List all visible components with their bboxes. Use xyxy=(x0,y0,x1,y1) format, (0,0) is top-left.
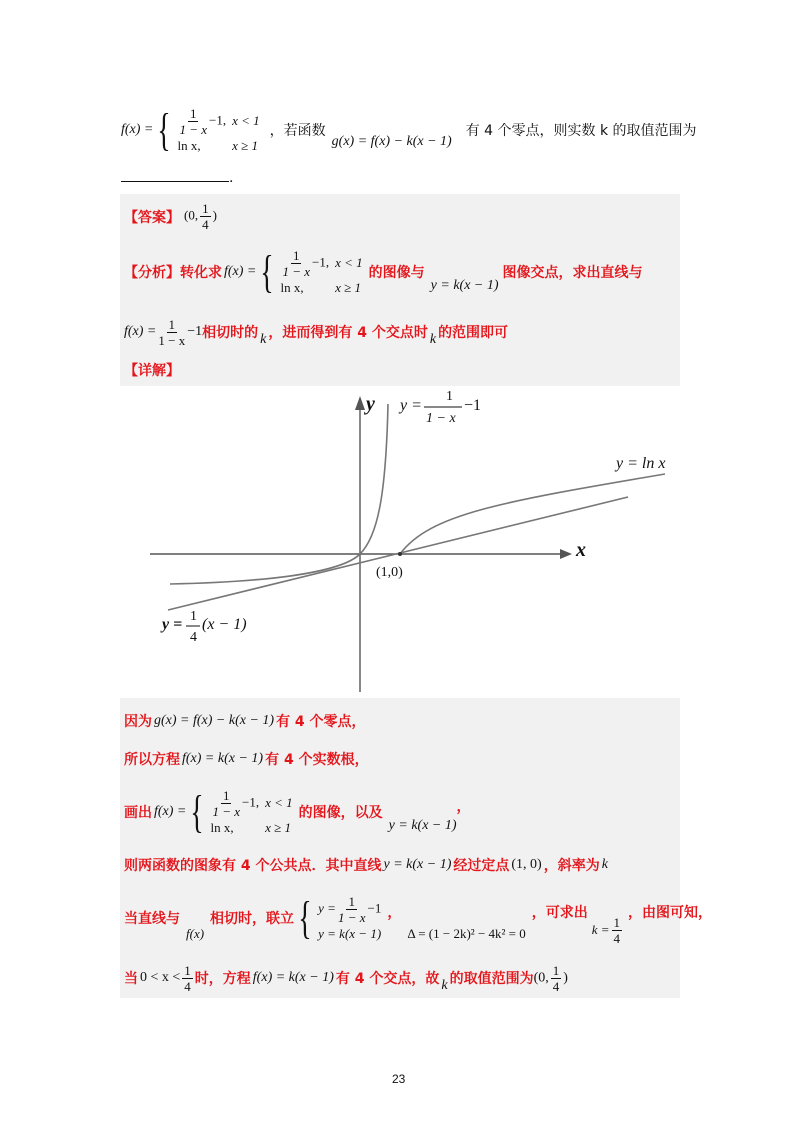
point-label: (1,0) xyxy=(376,565,403,580)
svg-text:1: 1 xyxy=(446,389,453,404)
final-answer: (0, $\frac{1}{4}$ ) xyxy=(533,962,568,994)
x-axis-label: x xyxy=(576,539,586,561)
reciprocal-label xyxy=(398,389,481,426)
answer-value: (0, $\frac{1}{4}$ ) xyxy=(184,201,217,232)
function-graph xyxy=(140,384,680,694)
svg-text:−1: −1 xyxy=(464,397,482,414)
detail-tag: 【详解】 xyxy=(124,363,180,379)
solution-line-3: 画出 f(x) = { $\frac{1}{1 - x}$ −1, x < 1 ln x, x ≥ 1 的图像，以及 y = k(x − 1) ， xyxy=(124,786,471,837)
curve-reciprocal xyxy=(170,404,388,584)
solution-line-1: 因为 g(x) = f(x) − k(x − 1) 有 4 个零点， xyxy=(124,713,366,730)
analysis-piecewise: { $\frac{1}{1 - x}$ −1, x < 1 ln x, x ≥ 1 xyxy=(260,246,363,297)
tangent-label xyxy=(160,609,247,645)
answer-tag: 【答案】 xyxy=(124,209,180,226)
fx-label: f(x) = xyxy=(121,122,154,137)
g-definition: g(x) = f(x) − k(x − 1) xyxy=(331,134,452,149)
svg-text:1: 1 xyxy=(190,609,197,624)
problem-text-2: 有 4 个零点，则实数 k 的取值范围为 xyxy=(465,123,697,139)
analysis-line-2: f(x) = $\frac{1}{1 - x}$ −1 相切时的 k ，进而得到有 4 个交点时 k 的范围即可 xyxy=(124,316,509,348)
shaded-solution-bottom xyxy=(120,698,680,998)
analysis-tag: 【分析】 xyxy=(124,265,180,281)
solution-line-5: 当直线与 f(x) 相切时，联立 { y = $\frac{1}{1 - x}$ −1 y = k(x − 1) ， Δ = (1 − 2k)² − 4k² = 0 ，可求出 k = $\frac{1}{4}$ ，由图可知， xyxy=(124,892,713,946)
detail-tag-line xyxy=(124,360,180,380)
solution-line-2: 所以方程 f(x) = k(x − 1) 有 4 个实数根， xyxy=(124,751,369,768)
point-1-0 xyxy=(398,552,402,556)
ln-label: y = ln x xyxy=(616,455,666,472)
svg-text:1 − x: 1 − x xyxy=(426,411,456,426)
problem-statement xyxy=(121,100,697,160)
solution-line-4: 则两函数的图象有 4 个公共点．其中直线 y = k(x − 1) 经过定点 (1, 0) ，斜率为 k xyxy=(124,857,608,874)
curve-ln xyxy=(400,474,665,554)
page-number: 23 xyxy=(392,1072,406,1086)
answer-blank: . xyxy=(121,170,233,186)
tangent-system: { y = $\frac{1}{1 - x}$ −1 y = k(x − 1) xyxy=(298,892,382,943)
y-axis-arrow xyxy=(355,396,365,410)
solution-line-6: 当 0 < x < $\frac{1}{4}$ 时，方程 f(x) = k(x − 1) 有 4 个交点，故 k 的取值范围为 (0, $\frac{1}{4}$ ) xyxy=(124,962,568,994)
piecewise-definition: { $\frac{1}{1 - x}$ −1, x < 1 ln x, x ≥ 1 xyxy=(157,104,260,155)
svg-text:y =: y = xyxy=(162,616,183,633)
problem-text-1: ，若函数 xyxy=(269,123,326,139)
y-axis-label: y xyxy=(366,393,375,415)
solution-piecewise: { $\frac{1}{1 - x}$ −1, x < 1 ln x, x ≥ 1 xyxy=(190,786,293,837)
analysis-line-1: 【分析】 转化求 f(x) = { $\frac{1}{1 - x}$ −1, x < 1 ln x, x ≥ 1 的图像与 y = k(x − 1) 图像交点，求出直线与 xyxy=(124,246,643,297)
svg-text:y =: y = xyxy=(400,397,422,414)
svg-text:4: 4 xyxy=(190,630,197,645)
answer-line xyxy=(124,202,217,231)
x-axis-arrow xyxy=(560,549,572,559)
svg-text:(x − 1): (x − 1) xyxy=(202,616,247,633)
